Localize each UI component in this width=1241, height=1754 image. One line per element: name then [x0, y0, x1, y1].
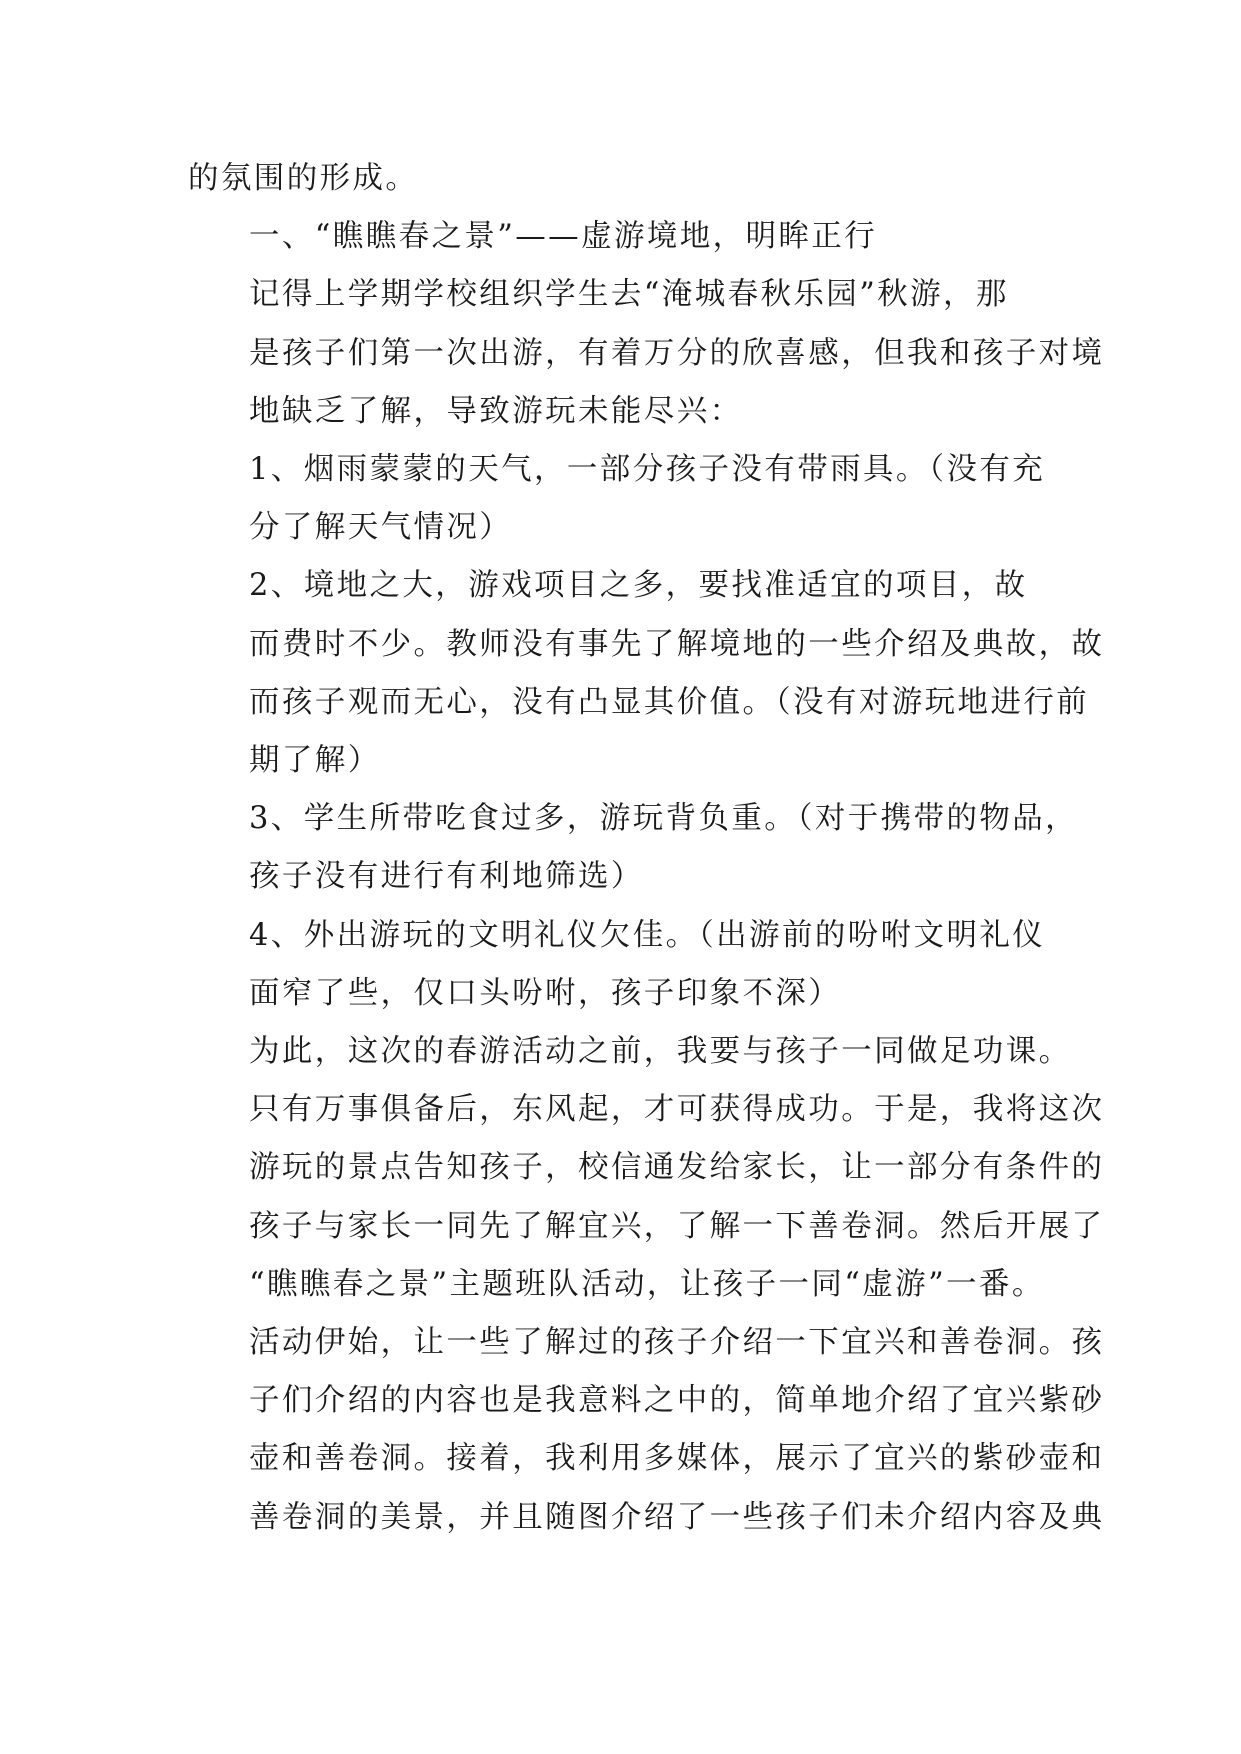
list-item-4 [188, 907, 1058, 1023]
paragraph-preparation [188, 1023, 1105, 1547]
text-line: 为此，这次的春游活动之前，我要与孩子一同做足功课。 [249, 1034, 1072, 1070]
text-line: 孩子与家长一同先了解宜兴，了解一下善卷洞。然后开展了 [249, 1208, 1105, 1244]
text-line: 只有万事俱备后，东风起，才可获得成功。于是，我将这次 [249, 1092, 1105, 1128]
text-line: 的氛围的形成。 [188, 161, 419, 196]
text-line: 期了解） [249, 743, 381, 779]
text-line: 而孩子观而无心，没有凸显其价值。（没有对游玩地进行前 [249, 684, 1090, 720]
document-body [188, 150, 1105, 1547]
section-heading [188, 208, 1058, 266]
text-line: “瞧瞧春之景”主题班队活动，让孩子一同“虚游”一番。 [249, 1266, 1045, 1302]
text-line: 分了解天气情况） [249, 510, 513, 546]
text-line: 游玩的景点告知孩子，校信通发给家长，让一部分有条件的 [249, 1150, 1105, 1186]
text-line: 地缺乏了解，导致游玩未能尽兴： [249, 393, 743, 429]
paragraph-continuation [188, 150, 1058, 208]
text-line: 1、烟雨蒙蒙的天气，一部分孩子没有带雨具。（没有充 [249, 452, 1046, 488]
paragraph-intro [188, 266, 1105, 441]
text-line: 壶和善卷洞。接着，我利用多媒体，展示了宜兴的紫砂壶和 [249, 1441, 1105, 1477]
text-line: 2、境地之大，游戏项目之多，要找准适宜的项目，故 [249, 568, 1028, 604]
text-line: 是孩子们第一次出游，有着万分的欣喜感，但我和孩子对境 [249, 335, 1105, 371]
text-line: 孩子没有进行有利地筛选） [249, 859, 644, 895]
text-line: 而费时不少。教师没有事先了解境地的一些介绍及典故，故 [249, 626, 1105, 662]
text-line: 4、外出游玩的文明礼仪欠佳。（出游前的吩咐文明礼仪 [249, 917, 1046, 953]
text-line: 3、学生所带吃食过多，游玩背负重。（对于携带的物品， [249, 801, 1079, 837]
list-item-3 [188, 790, 1079, 906]
text-line: 面窄了些，仅口头吩咐，孩子印象不深） [249, 975, 842, 1011]
list-item-1 [188, 441, 1058, 557]
text-line: 记得上学期学校组织学生去“淹城春秋乐园”秋游，那 [249, 277, 1009, 313]
list-item-2 [188, 557, 1105, 790]
text-line: 子们介绍的内容也是我意料之中的，简单地介绍了宜兴紫砂 [249, 1383, 1105, 1419]
text-line: 活动伊始，让一些了解过的孩子介绍一下宜兴和善卷洞。孩 [249, 1325, 1105, 1361]
heading-text: 一、“瞧瞧春之景”——虚游境地，明眸正行 [249, 219, 878, 255]
text-line: 善卷洞的美景，并且随图介绍了一些孩子们未介绍内容及典 [249, 1499, 1105, 1535]
